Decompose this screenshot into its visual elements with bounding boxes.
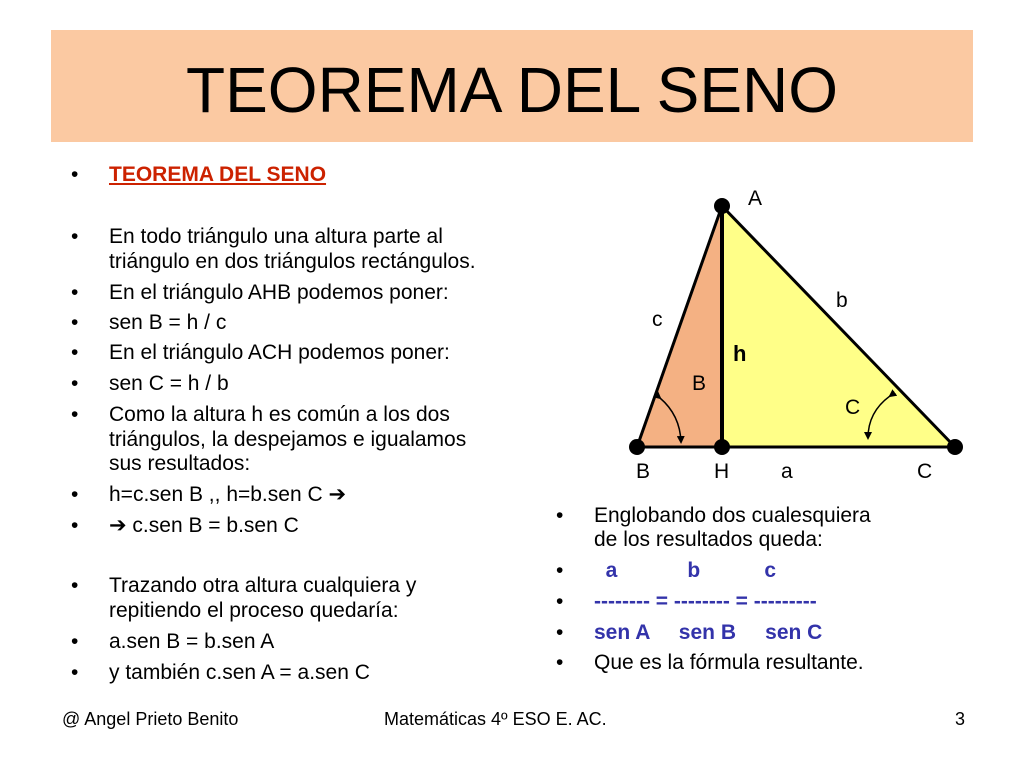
bullet-text: Que es la fórmula resultante. bbox=[594, 651, 864, 674]
vertex-c-dot bbox=[947, 439, 963, 455]
label-angle-b: B bbox=[692, 372, 707, 395]
bullet-text: En todo triángulo una altura parte al bbox=[109, 225, 443, 248]
label-c-side: c bbox=[652, 308, 663, 331]
formula-fraction-bars: -------- = -------- = --------- bbox=[594, 590, 817, 613]
label-c-vertex: C bbox=[917, 460, 933, 483]
vertex-a-dot bbox=[714, 198, 730, 214]
bullet-text: ➔ c.sen B = b.sen C bbox=[109, 514, 299, 537]
label-h: h bbox=[733, 341, 747, 366]
bullet-text: repitiendo el proceso quedaría: bbox=[109, 599, 399, 622]
bullet-text: y también c.sen A = a.sen C bbox=[109, 661, 370, 684]
label-a-side: a bbox=[781, 460, 793, 483]
slide-title: TEOREMA DEL SENO bbox=[186, 54, 838, 126]
formula-numerators: a b c bbox=[594, 559, 777, 582]
footer-course: Matemáticas 4º ESO E. AC. bbox=[384, 709, 607, 729]
label-h-foot: H bbox=[714, 460, 730, 483]
bullet-text: En el triángulo ACH podemos poner: bbox=[109, 341, 450, 364]
bullet-text: Englobando dos cualesquiera bbox=[594, 504, 871, 527]
bullet-text: de los resultados queda: bbox=[594, 528, 823, 551]
formula-denominators: sen A sen B sen C bbox=[594, 621, 823, 644]
label-angle-c: C bbox=[845, 396, 861, 419]
bullet-text: sen B = h / c bbox=[109, 311, 227, 334]
footer-author: @ Angel Prieto Benito bbox=[62, 709, 239, 729]
bullet-text: sus resultados: bbox=[109, 452, 251, 475]
label-a-vertex: A bbox=[748, 187, 763, 210]
bullet-text: TEOREMA DEL SENO bbox=[109, 163, 327, 186]
vertex-h-dot bbox=[714, 439, 730, 455]
vertex-b-dot bbox=[629, 439, 645, 455]
bullet-text: triángulos, la despejamos e igualamos bbox=[109, 428, 467, 451]
bullet-text: h=c.sen B ,, h=b.sen C ➔ bbox=[109, 483, 347, 506]
footer-page-number: 3 bbox=[955, 709, 966, 729]
bullet-text: Como la altura h es común a los dos bbox=[109, 403, 450, 426]
bullet-text: sen C = h / b bbox=[109, 372, 229, 395]
bullet-text: Trazando otra altura cualquiera y bbox=[109, 574, 417, 597]
label-b-vertex: B bbox=[636, 460, 651, 483]
bullet-text: a.sen B = b.sen A bbox=[109, 630, 275, 653]
bullet-text: triángulo en dos triángulos rectángulos. bbox=[109, 250, 476, 273]
bullet-text: En el triángulo AHB podemos poner: bbox=[109, 281, 449, 304]
label-b-side: b bbox=[836, 289, 848, 312]
